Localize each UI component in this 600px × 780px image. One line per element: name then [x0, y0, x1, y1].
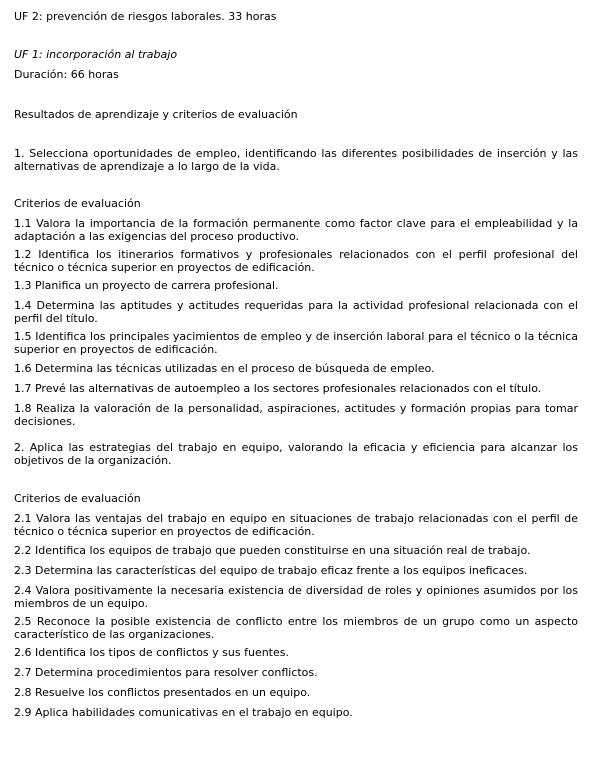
criterion-2-1: 2.1 Valora las ventajas del trabajo en equipo en situaciones de trabajo relacionadas con el perfil de técnico o técnica superior en proyectos de edificación.: [14, 512, 578, 538]
criterion-1-1: 1.1 Valora la importancia de la formación permanente como factor clave para el empleabilidad y la adaptación a las exigencias del proceso productivo.: [14, 217, 578, 243]
criterion-2-2: 2.2 Identifica los equipos de trabajo que pueden constituirse en una situación real de trabajo.: [14, 544, 531, 557]
criterion-2-3: 2.3 Determina las características del equipo de trabajo eficaz frente a los equipos ineficaces.: [14, 564, 528, 577]
criterion-2-9: 2.9 Aplica habilidades comunicativas en el trabajo en equipo.: [14, 706, 353, 719]
ra2-title: 2. Aplica las estrategias del trabajo en equipo, valorando la eficacia y eficiencia para alcanzar los objetivos de la organización.: [14, 441, 578, 467]
criterion-2-7: 2.7 Determina procedimientos para resolver conflictos.: [14, 666, 318, 679]
criterion-2-8: 2.8 Resuelve los conflictos presentados en un equipo.: [14, 686, 311, 699]
criterion-2-4: 2.4 Valora positivamente la necesaria existencia de diversidad de roles y opiniones asumidos por los miembros de un equipo.: [14, 584, 578, 610]
criterion-2-5: 2.5 Reconoce la posible existencia de conflicto entre los miembros de un grupo como un aspecto característico de las organizaciones.: [14, 615, 578, 641]
criterion-1-6: 1.6 Determina las técnicas utilizadas en el proceso de búsqueda de empleo.: [14, 362, 435, 375]
criterion-1-2: 1.2 Identifica los itinerarios formativos y profesionales relacionados con el perfil profesional del técnico o técnica superior en proyectos de edificación.: [14, 248, 578, 274]
criterion-1-4: 1.4 Determina las aptitudes y actitudes requeridas para la actividad profesional relacionada con el perfil del título.: [14, 299, 578, 325]
uf2-heading: UF 2: prevención de riesgos laborales. 33 horas: [14, 10, 277, 23]
criterion-1-3: 1.3 Planifica un proyecto de carrera profesional.: [14, 279, 279, 292]
criterion-2-6: 2.6 Identifica los tipos de conflictos y sus fuentes.: [14, 646, 289, 659]
criterion-1-7: 1.7 Prevé las alternativas de autoempleo a los sectores profesionales relacionados con el título.: [14, 382, 542, 395]
duration: Duración: 66 horas: [14, 68, 119, 81]
ra2-criteria-heading: Criterios de evaluación: [14, 492, 141, 505]
criterion-1-5: 1.5 Identifica los principales yacimientos de empleo y de inserción laboral para el técnico o la técnica superior en proyectos de edificación.: [14, 330, 578, 356]
ra1-title: 1. Selecciona oportunidades de empleo, identificando las diferentes posibilidades de inserción y las alternativas de aprendizaje a lo largo de la vida.: [14, 147, 578, 173]
results-heading: Resultados de aprendizaje y criterios de evaluación: [14, 108, 298, 121]
ra1-criteria-heading: Criterios de evaluación: [14, 197, 141, 210]
uf1-heading: UF 1: incorporación al trabajo: [14, 48, 178, 61]
criterion-1-8: 1.8 Realiza la valoración de la personalidad, aspiraciones, actitudes y formación propias para tomar decisiones.: [14, 402, 578, 428]
